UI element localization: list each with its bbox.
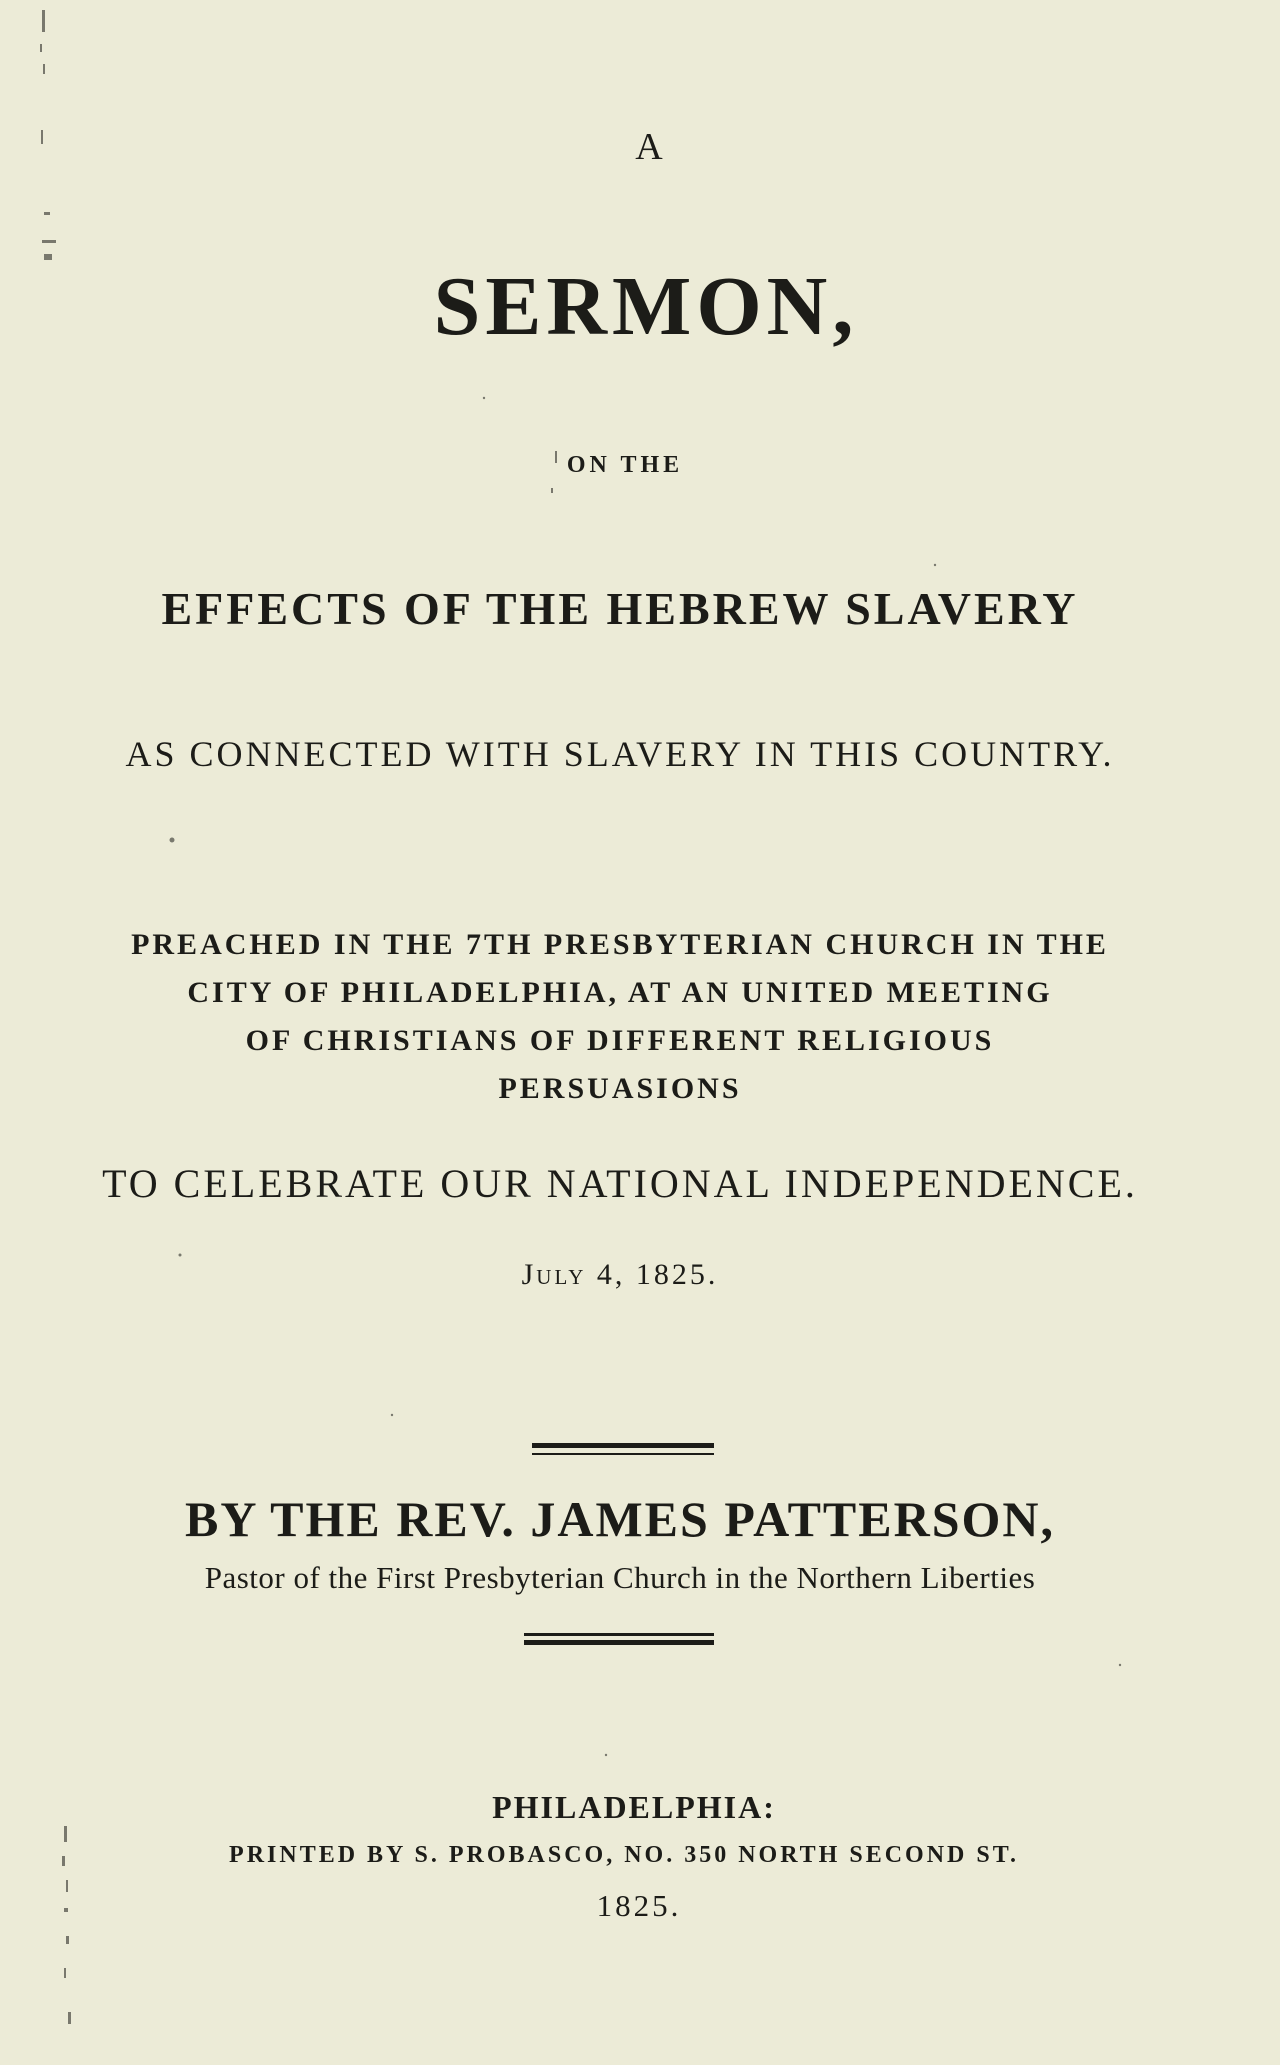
title-article: A xyxy=(635,126,665,168)
imprint-city: PHILADELPHIA: xyxy=(492,1789,776,1825)
preached-line-4: PERSUASIONS xyxy=(498,1072,742,1105)
imprint-year: 1825. xyxy=(596,1888,682,1923)
on-the-line: ON THE xyxy=(566,452,684,478)
subject-line: EFFECTS OF THE HEBREW SLAVERY xyxy=(161,583,1079,634)
preached-line-1: PREACHED IN THE 7TH PRESBYTERIAN CHURCH IN THE xyxy=(131,928,1109,961)
title-heading: SERMON, xyxy=(433,260,859,353)
author-title-line: Pastor of the First Presbyterian Church in the Northern Liberties xyxy=(204,1560,1036,1595)
preached-line-3: OF CHRISTIANS OF DIFFERENT RELIGIOUS xyxy=(245,1024,995,1057)
author-line: BY THE REV. JAMES PATTERSON, xyxy=(184,1491,1056,1547)
preached-line-2: CITY OF PHILADELPHIA, AT AN UNITED MEETING xyxy=(187,976,1053,1009)
printer-line: PRINTED BY S. PROBASCO, NO. 350 NORTH SECOND ST. xyxy=(229,1842,1019,1868)
connected-line: AS CONNECTED WITH SLAVERY IN THIS COUNTRY. xyxy=(125,734,1115,774)
occasion-line: TO CELEBRATE OUR NATIONAL INDEPENDENCE. xyxy=(102,1161,1138,1206)
date-text: July 4, 1825. xyxy=(521,1258,719,1291)
